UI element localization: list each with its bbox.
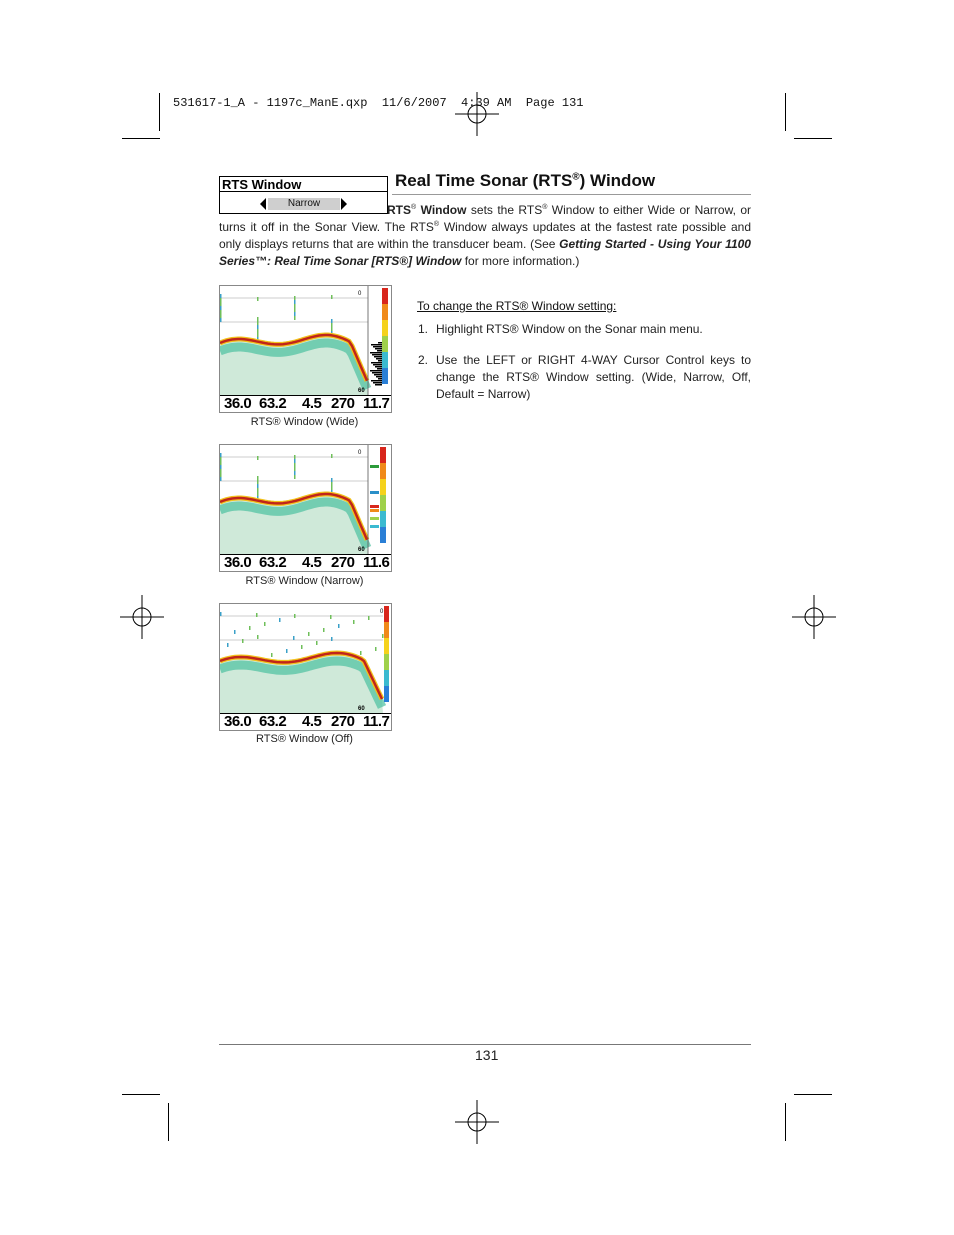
scale-top-label: 0 <box>380 609 384 615</box>
heading-prefix: Real Time Sonar (RTS <box>395 171 573 190</box>
body-text-4: for more information.) <box>464 254 580 268</box>
digital-readouts <box>220 554 391 571</box>
readout-heading: 270 <box>331 713 355 730</box>
sonar-screenshot-narrow <box>219 444 392 572</box>
readout-temp: 63.2 <box>259 554 287 571</box>
crop-mark <box>122 138 160 139</box>
procedure-title: To change the RTS® Window setting: <box>417 299 617 313</box>
menu-value[interactable]: Narrow <box>268 198 340 210</box>
lead-bold-2: Window <box>420 203 467 217</box>
registration-mark-icon <box>120 595 164 639</box>
sonar-view-icon <box>220 445 391 555</box>
crop-mark <box>794 138 832 139</box>
sonar-screenshot-off <box>219 603 392 731</box>
scale-bottom-label: 60 <box>358 388 365 394</box>
readout-heading: 270 <box>331 554 355 571</box>
scale-top-label: 0 <box>358 450 362 456</box>
readout-temp: 63.2 <box>259 713 287 730</box>
sonar-view-icon <box>220 604 391 714</box>
figure-caption: RTS® Window (Wide) <box>250 416 359 428</box>
heading-rule <box>392 194 751 195</box>
step-number: 1. <box>418 322 429 336</box>
readout-voltage: 11.7 <box>363 713 390 730</box>
page-number: 131 <box>475 1047 499 1063</box>
reg-mark: ® <box>411 204 417 211</box>
readout-voltage: 11.7 <box>363 395 390 412</box>
step-number: 2. <box>418 353 429 367</box>
print-slug: 531617-1_A - 1197c_ManE.qxp 11/6/2007 4:39 AM Page 131 <box>173 96 584 110</box>
section-heading <box>395 171 655 191</box>
crop-mark <box>122 1094 160 1095</box>
crop-mark <box>168 1103 169 1141</box>
registration-mark-icon <box>455 1100 499 1144</box>
readout-heading: 270 <box>331 395 355 412</box>
lead-bold: RTS <box>387 203 411 217</box>
readout-speed: 4.5 <box>302 713 322 730</box>
readout-voltage: 11.6 <box>363 554 390 571</box>
body-text-2: Window to either Wide or Narrow, or turns it off in the Sonar View. The RTS <box>219 203 751 234</box>
readout-depth: 36.0 <box>224 554 252 571</box>
figure-caption: RTS® Window (Narrow) <box>245 575 364 587</box>
readout-speed: 4.5 <box>302 395 322 412</box>
readout-speed: 4.5 <box>302 554 322 571</box>
registration-mark-icon <box>455 92 499 136</box>
crop-mark <box>785 93 786 131</box>
digital-readouts <box>220 713 391 730</box>
heading-suffix: ) Window <box>579 171 656 190</box>
menu-title: RTS Window <box>220 177 387 192</box>
footer-rule <box>219 1044 751 1045</box>
body-paragraph <box>219 202 751 270</box>
reg-mark: ® <box>542 204 548 211</box>
crop-mark <box>159 93 160 131</box>
reg-mark: ® <box>433 221 440 228</box>
readout-depth: 36.0 <box>224 395 252 412</box>
readout-depth: 36.0 <box>224 713 252 730</box>
scale-bottom-label: 60 <box>358 706 365 712</box>
body-text-3: Window always updates at the fastest rate possible and only displays returns that are within the transducer beam. (See <box>219 220 751 251</box>
cross-reference: Getting Started - Using Your 1100 Series™: Real Time Sonar [RTS®] Window <box>219 237 751 268</box>
crop-mark <box>785 1103 786 1141</box>
scale-bottom-label: 60 <box>358 547 365 553</box>
figure-caption: RTS® Window (Off) <box>256 733 353 745</box>
sonar-view-icon <box>220 286 391 396</box>
heading-reg: ® <box>572 171 580 183</box>
crop-mark <box>794 1094 832 1095</box>
sonar-screenshot-wide <box>219 285 392 413</box>
scale-top-label: 0 <box>358 291 362 297</box>
registration-mark-icon <box>792 595 836 639</box>
step-text: Use the LEFT or RIGHT 4-WAY Cursor Control keys to change the RTS® Window setting. (Wide, Narrow, Off, Default = Narrow) <box>436 353 751 401</box>
readout-temp: 63.2 <box>259 395 287 412</box>
body-text-1: sets the RTS <box>470 203 543 217</box>
step-text: Highlight RTS® Window on the Sonar main menu. <box>436 322 703 336</box>
digital-readouts <box>220 395 391 412</box>
